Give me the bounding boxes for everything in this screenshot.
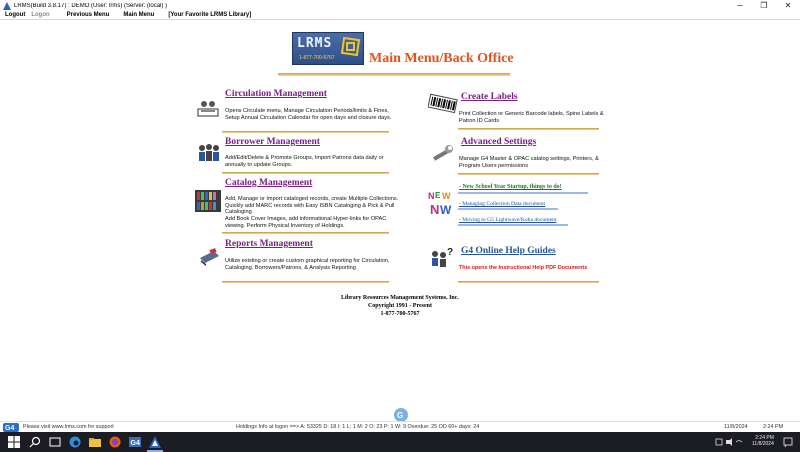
- news-icon[interactable]: [427, 188, 457, 218]
- circulation-desk-icon[interactable]: [197, 99, 219, 117]
- reports-link[interactable]: Reports Management: [225, 239, 313, 249]
- settings-description: Manage G4 Master & OPAC catalog settings, Printers, & Program Users permissions: [459, 156, 599, 169]
- taskbar: [0, 432, 800, 452]
- minimize-button[interactable]: ─: [737, 1, 743, 10]
- reports-description: Utilize existing or create custom graphical reporting for Circulation, Cataloging, Borrowers/Patrons, & Analysis Reporting: [225, 258, 390, 271]
- main-content: [0, 20, 800, 421]
- lrms-logo: LRMS 1-877-700-5767: [292, 32, 364, 65]
- file-explorer-icon[interactable]: [88, 435, 102, 449]
- news-link-collection-data[interactable]: - Managing Collection Data document: [459, 201, 546, 207]
- svg-text:E: E: [435, 191, 441, 200]
- lrms-app-icon[interactable]: [128, 435, 142, 449]
- borrower-group-icon[interactable]: [197, 143, 221, 165]
- menu-logon[interactable]: Logon: [31, 12, 50, 18]
- menu-favorite-library[interactable]: [Your Favorite LRMS Library]: [168, 12, 252, 18]
- status-time: 2:24 PM: [763, 424, 784, 430]
- edge-icon[interactable]: [68, 435, 82, 449]
- svg-text:W: W: [442, 191, 451, 201]
- circulation-description: Opens Circulate menu, Manage Circulation Periods/limits & Fines, Setup Annual Circulation Calendar for open days and closure days.: [225, 108, 392, 121]
- svg-text:G: G: [397, 411, 404, 420]
- labels-link[interactable]: Create Labels: [461, 92, 518, 102]
- maximize-button[interactable]: ❐: [760, 1, 768, 10]
- windows-start-icon[interactable]: [7, 435, 21, 449]
- task-view-icon[interactable]: [48, 435, 62, 449]
- barcode-labels-icon[interactable]: [428, 93, 458, 115]
- labels-description: Print Collection or Generic Barcode labels, Spine Labels & Patron ID Cards: [459, 111, 604, 124]
- svg-text:N: N: [428, 191, 435, 201]
- svg-text:N: N: [430, 202, 440, 217]
- taskbar-time: 2:24 PM: [755, 435, 774, 441]
- holdings-info: Holdings Info at logon ==> A: 53325 D: 18 I: 1 L: 1 M: 2 O: 23 P: 1 W: 9 Overdue: 25 OD 60+ days: 24: [236, 424, 480, 430]
- footer-company: Library Resources Management Systems, Inc.: [341, 295, 459, 301]
- page-title: Main Menu/Back Office: [369, 51, 514, 66]
- news-link-g5-koha[interactable]: - Moving to G5 Lightwave/Koha document: [459, 217, 557, 223]
- help-people-icon[interactable]: [430, 246, 456, 268]
- taskbar-clock[interactable]: [752, 435, 774, 447]
- g4-logo-icon: [393, 406, 417, 422]
- status-date: 11/8/2024: [724, 424, 748, 430]
- help-guides-link[interactable]: G4 Online Help Guides: [461, 246, 556, 256]
- svg-text:G4: G4: [5, 425, 15, 432]
- catalog-description-2: Add Book Cover Images, add informational Hyper-links for OPAC viewing. Perform Physical Inventory of Holdings.: [225, 216, 387, 229]
- support-text: Please visit www.lrms.com for support: [23, 424, 114, 430]
- taskbar-date: 11/8/2024: [752, 441, 774, 447]
- status-bar: [0, 421, 800, 432]
- system-tray-icons[interactable]: [714, 435, 744, 449]
- svg-text:?: ?: [447, 247, 454, 258]
- svg-text:W: W: [440, 203, 452, 217]
- menu-bar: [0, 11, 800, 20]
- close-button[interactable]: ✕: [784, 1, 792, 10]
- title-divider: [278, 73, 510, 76]
- settings-link[interactable]: Advanced Settings: [461, 137, 537, 147]
- catalog-link[interactable]: Catalog Management: [225, 178, 313, 188]
- menu-logout[interactable]: Logout: [5, 12, 26, 18]
- wrench-icon[interactable]: [430, 144, 454, 164]
- g4-badge-icon: [3, 423, 19, 432]
- app-icon: [3, 2, 11, 10]
- search-icon[interactable]: [28, 435, 42, 449]
- notification-icon[interactable]: [781, 435, 795, 449]
- window-title: LRMS(Build 3.8.17) : DEMO (User: lrms) (Server: (local) ): [14, 2, 168, 9]
- news-link-school-year[interactable]: - New School Year Startup, things to do!: [459, 184, 562, 190]
- borrower-link[interactable]: Borrower Management: [225, 137, 320, 147]
- footer-phone: 1-877-700-5767: [380, 311, 420, 317]
- catalog-description: Add, Manage or Import cataloged records, create Multiple Collections. Quickly add MARC records with Easy ISBN Cataloging & Pick & Pull Cataloging: [225, 196, 399, 215]
- menu-main[interactable]: Main Menu: [123, 12, 155, 18]
- footer-copyright: Copyright 1991 - Present: [367, 303, 433, 309]
- firefox-icon[interactable]: [108, 435, 122, 449]
- reports-icon[interactable]: [198, 248, 220, 266]
- title-bar: [0, 0, 800, 11]
- lrms-active-icon[interactable]: [148, 435, 162, 449]
- circulation-link[interactable]: Circulation Management: [225, 89, 327, 99]
- borrower-description: Add/Edit/Delete & Promote Groups, Import Patrons data daily or annually to update Groups.: [225, 155, 384, 168]
- bookshelf-icon[interactable]: [195, 190, 221, 212]
- svg-text:G4: G4: [130, 440, 140, 447]
- menu-previous[interactable]: Previous Menu: [66, 12, 110, 18]
- help-note: This opens the Instructional Help PDF Documents: [459, 265, 588, 271]
